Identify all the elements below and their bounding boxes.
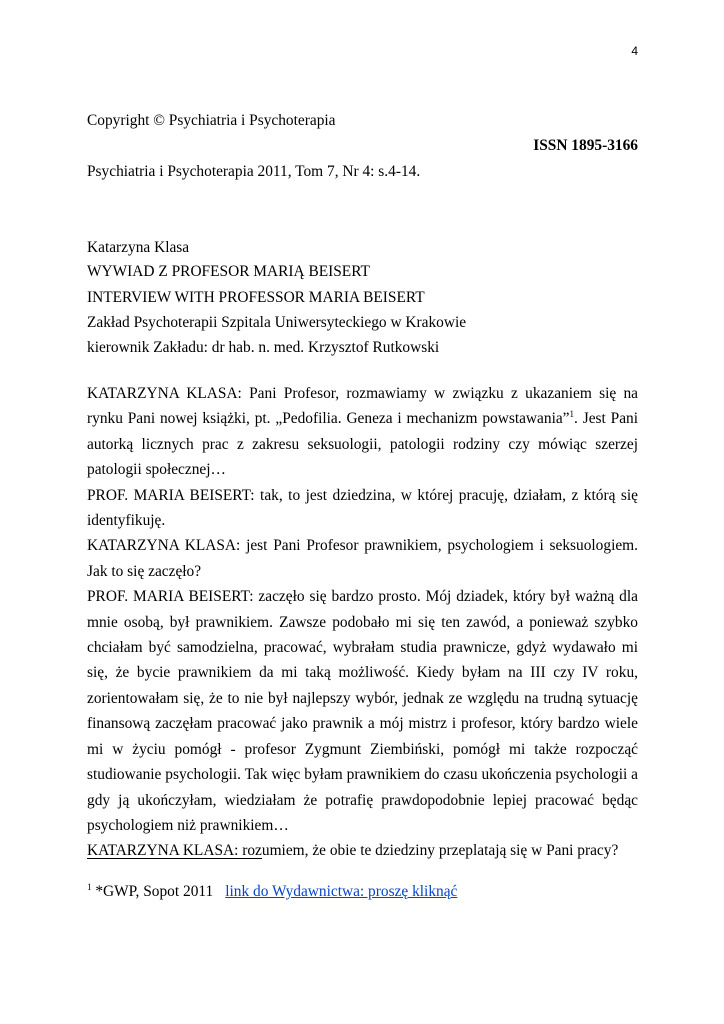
department-head: kierownik Zakładu: dr hab. n. med. Krzysztof Rutkowski bbox=[87, 339, 440, 356]
footnote-reference: 1 bbox=[569, 409, 575, 420]
question-2: KATARZYNA KLASA: jest Pani Profesor prawnikiem, psychologiem i seksuologiem. Jak to się zaczęło? bbox=[87, 537, 638, 580]
question-1-text: KATARZYNA KLASA: Pani Profesor, rozmawiamy w związku z ukazaniem się na rynku Pani nowej książki, pt. „Pedofilia. Geneza i mechanizm powstawania” bbox=[87, 385, 638, 428]
footnote-separator bbox=[87, 858, 262, 859]
title-polish: WYWIAD Z PROFESOR MARIĄ BEISERT bbox=[87, 263, 370, 280]
footnote-text: *GWP, Sopot 2011 bbox=[91, 883, 214, 900]
publisher-link[interactable]: link do Wydawnictwa: proszę kliknąć bbox=[225, 883, 458, 900]
question-3: KATARZYNA KLASA: rozumiem, że obie te dziedziny przeplatają się w Pani pracy? bbox=[87, 842, 619, 860]
answer-1: PROF. MARIA BEISERT: tak, to jest dziedzina, w której pracuję, działam, z którą się identyfikuję. bbox=[87, 486, 638, 530]
issn: ISSN 1895-3166 bbox=[533, 137, 638, 154]
interview-body bbox=[87, 381, 638, 864]
copyright-line: Copyright © Psychiatria i Psychoterapia bbox=[87, 112, 336, 129]
footnote-marker: 1 bbox=[87, 881, 92, 892]
question-1-text-end: . Jest Pani autorką licznych prac z zakresu seksuologii, patologii rodziny czy mówiąc szerzej patologii społecznej… bbox=[87, 410, 638, 479]
footnote bbox=[87, 882, 457, 902]
author-name: Katarzyna Klasa bbox=[87, 239, 190, 256]
affiliation: Zakład Psychoterapii Szpitala Uniwersyteckiego w Krakowie bbox=[87, 314, 467, 331]
page-number: 4 bbox=[631, 44, 638, 58]
journal-citation: Psychiatria i Psychoterapia 2011, Tom 7, Nr 4: s.4-14. bbox=[87, 163, 421, 180]
question-1 bbox=[87, 381, 638, 483]
answer-2: PROF. MARIA BEISERT: zaczęło się bardzo prosto. Mój dziadek, który był ważną dla mnie osobą, był prawnikiem. Zawsze podobało mi się ten zawód, a ponieważ szybko chciałam być samodzielna, pracować, wybrałam studia prawnicze, gdyż wydawało mi się, że bycie prawnikiem da mi taką możliwość. Kiedy byłam na III czy IV roku, zorientowałam się, że to nie był najlepszy wybór, jednak ze względu na trudną sytuację finansową zaczęłam pracować jako prawnik a mój mistrz i profesor, który bardzo wiele mi w życiu pomógł - profesor Zygmunt Ziembiński, pomógł mi także rozpocząć studiowanie psychologii. Tak więc byłam prawnikiem do czasu ukończenia psychologii a gdy ją ukończyłam, wiedziałam że potrafię prawdopodobnie lepiej pracować będąc psychologiem niż prawnikiem… bbox=[87, 588, 638, 834]
title-english: INTERVIEW WITH PROFESSOR MARIA BEISERT bbox=[87, 289, 425, 306]
